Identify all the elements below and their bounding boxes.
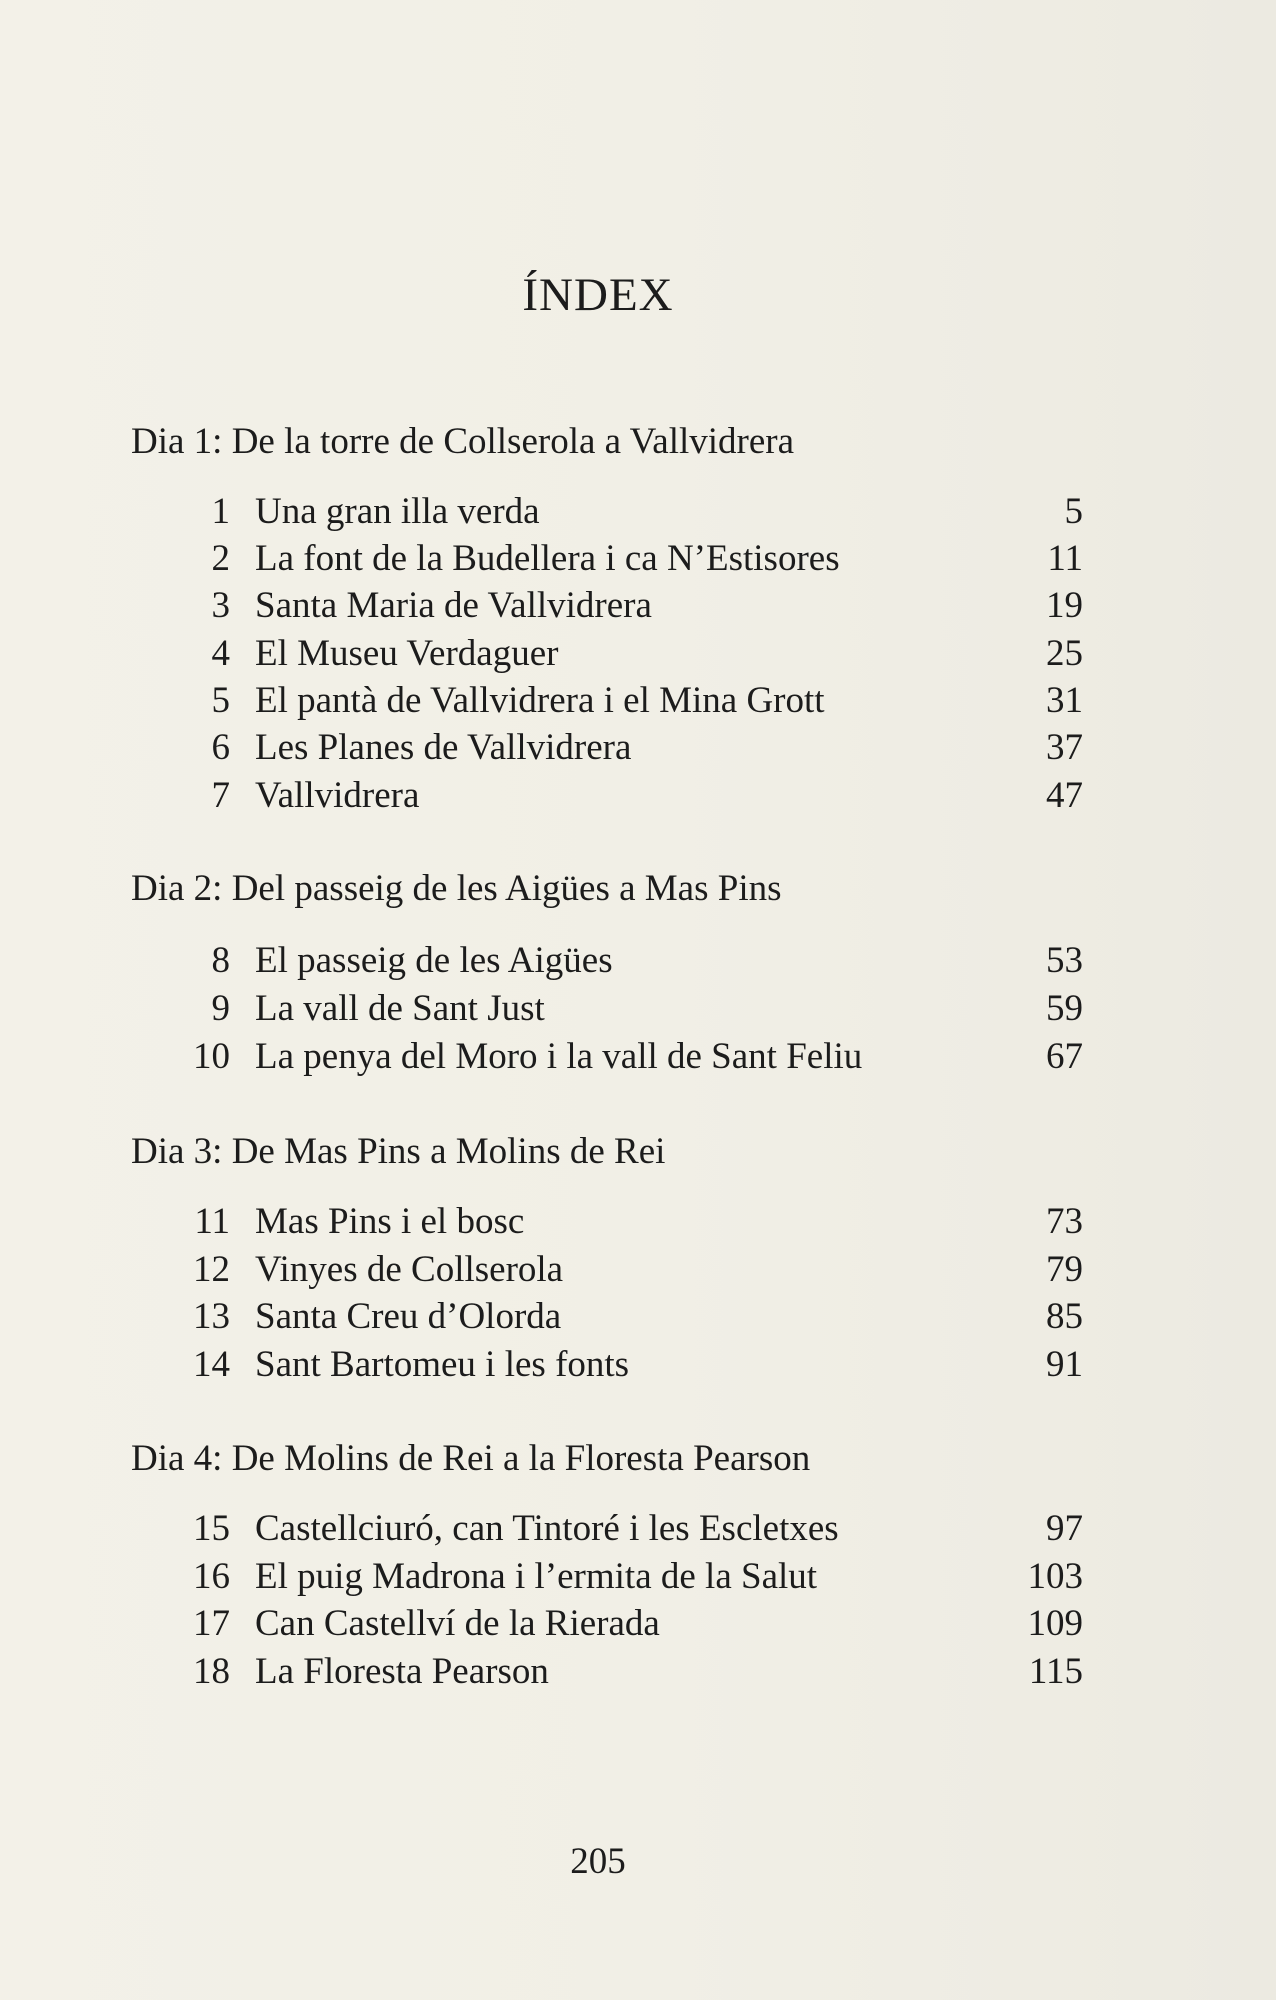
section-heading-dia-3: Dia 3: De Mas Pins a Molins de Rei bbox=[131, 1131, 666, 1172]
entry-page: 59 bbox=[1046, 988, 1083, 1029]
toc-entry bbox=[0, 1602, 1276, 1650]
entry-label: La Floresta Pearson bbox=[255, 1651, 549, 1692]
entry-page: 37 bbox=[1046, 727, 1083, 768]
entry-label: El puig Madrona i l’ermita de la Salut bbox=[255, 1556, 818, 1597]
entry-number: 4 bbox=[211, 633, 230, 674]
entry-label: Mas Pins i el bosc bbox=[255, 1201, 525, 1242]
toc-entry bbox=[0, 774, 1276, 822]
section-heading-dia-2: Dia 2: Del passeig de les Aigües a Mas Pins bbox=[131, 868, 782, 909]
section-heading-dia-1: Dia 1: De la torre de Collserola a Vallvidrera bbox=[131, 421, 795, 462]
entry-label: Vinyes de Collserola bbox=[255, 1249, 564, 1290]
entry-number: 16 bbox=[193, 1556, 230, 1597]
entry-page: 91 bbox=[1046, 1344, 1083, 1385]
entry-number: 8 bbox=[211, 940, 230, 981]
entry-page: 109 bbox=[1027, 1603, 1083, 1644]
entry-label: El Museu Verdaguer bbox=[255, 633, 559, 674]
toc-entry bbox=[0, 1295, 1276, 1343]
entry-label: El pantà de Vallvidrera i el Mina Grott bbox=[255, 680, 825, 721]
toc-entry bbox=[0, 1507, 1276, 1555]
entry-page: 5 bbox=[1064, 491, 1083, 532]
entry-number: 15 bbox=[193, 1508, 230, 1549]
entry-page: 53 bbox=[1046, 940, 1083, 981]
entry-number: 11 bbox=[194, 1201, 230, 1242]
entry-page: 85 bbox=[1046, 1296, 1083, 1337]
entry-number: 5 bbox=[211, 680, 230, 721]
entry-number: 7 bbox=[211, 775, 230, 816]
toc-entry bbox=[0, 1035, 1276, 1083]
entry-number: 18 bbox=[193, 1651, 230, 1692]
entry-page: 67 bbox=[1046, 1036, 1083, 1077]
toc-entry bbox=[0, 584, 1276, 632]
toc-entry bbox=[0, 490, 1276, 538]
entry-page: 19 bbox=[1046, 585, 1083, 626]
toc-entry bbox=[0, 1650, 1276, 1698]
entry-page: 11 bbox=[1047, 538, 1083, 579]
entry-label: Castellciuró, can Tintoré i les Escletxes bbox=[255, 1508, 839, 1549]
entry-number: 3 bbox=[211, 585, 230, 626]
toc-entry bbox=[0, 679, 1276, 727]
entry-number: 2 bbox=[211, 538, 230, 579]
entry-label: Can Castellví de la Rierada bbox=[255, 1603, 660, 1644]
entry-label: Santa Maria de Vallvidrera bbox=[255, 585, 652, 626]
section-heading-dia-4: Dia 4: De Molins de Rei a la Floresta Pearson bbox=[131, 1438, 811, 1479]
entry-number: 12 bbox=[193, 1249, 230, 1290]
entry-label: La vall de Sant Just bbox=[255, 988, 545, 1029]
toc-entry bbox=[0, 1200, 1276, 1248]
entry-page: 115 bbox=[1028, 1651, 1083, 1692]
entry-number: 6 bbox=[211, 727, 230, 768]
entry-number: 9 bbox=[211, 988, 230, 1029]
toc-entry bbox=[0, 1555, 1276, 1603]
toc-entry bbox=[0, 726, 1276, 774]
entry-page: 79 bbox=[1046, 1249, 1083, 1290]
entry-label: La penya del Moro i la vall de Sant Feliu bbox=[255, 1036, 863, 1077]
toc-entry bbox=[0, 987, 1276, 1035]
entry-page: 73 bbox=[1046, 1201, 1083, 1242]
entry-label: Una gran illa verda bbox=[255, 491, 540, 532]
entry-page: 97 bbox=[1046, 1508, 1083, 1549]
entry-number: 17 bbox=[193, 1603, 230, 1644]
entry-label: Les Planes de Vallvidrera bbox=[255, 727, 632, 768]
toc-entry bbox=[0, 632, 1276, 680]
entry-page: 47 bbox=[1046, 775, 1083, 816]
entry-label: Santa Creu d’Olorda bbox=[255, 1296, 562, 1337]
toc-entry bbox=[0, 939, 1276, 987]
entry-page: 103 bbox=[1027, 1556, 1083, 1597]
entry-label: Vallvidrera bbox=[255, 775, 420, 816]
toc-entry bbox=[0, 1248, 1276, 1296]
entry-number: 1 bbox=[211, 491, 230, 532]
entry-number: 13 bbox=[193, 1296, 230, 1337]
entry-number: 14 bbox=[193, 1344, 230, 1385]
entry-page: 31 bbox=[1046, 680, 1083, 721]
page-number: 205 bbox=[570, 1841, 626, 1882]
entry-label: El passeig de les Aigües bbox=[255, 940, 613, 981]
toc-entry bbox=[0, 537, 1276, 585]
page-title: ÍNDEX bbox=[522, 269, 674, 321]
entry-label: Sant Bartomeu i les fonts bbox=[255, 1344, 630, 1385]
entry-label: La font de la Budellera i ca N’Estisores bbox=[255, 538, 840, 579]
entry-number: 10 bbox=[193, 1036, 230, 1077]
entry-page: 25 bbox=[1046, 633, 1083, 674]
toc-entry bbox=[0, 1343, 1276, 1391]
